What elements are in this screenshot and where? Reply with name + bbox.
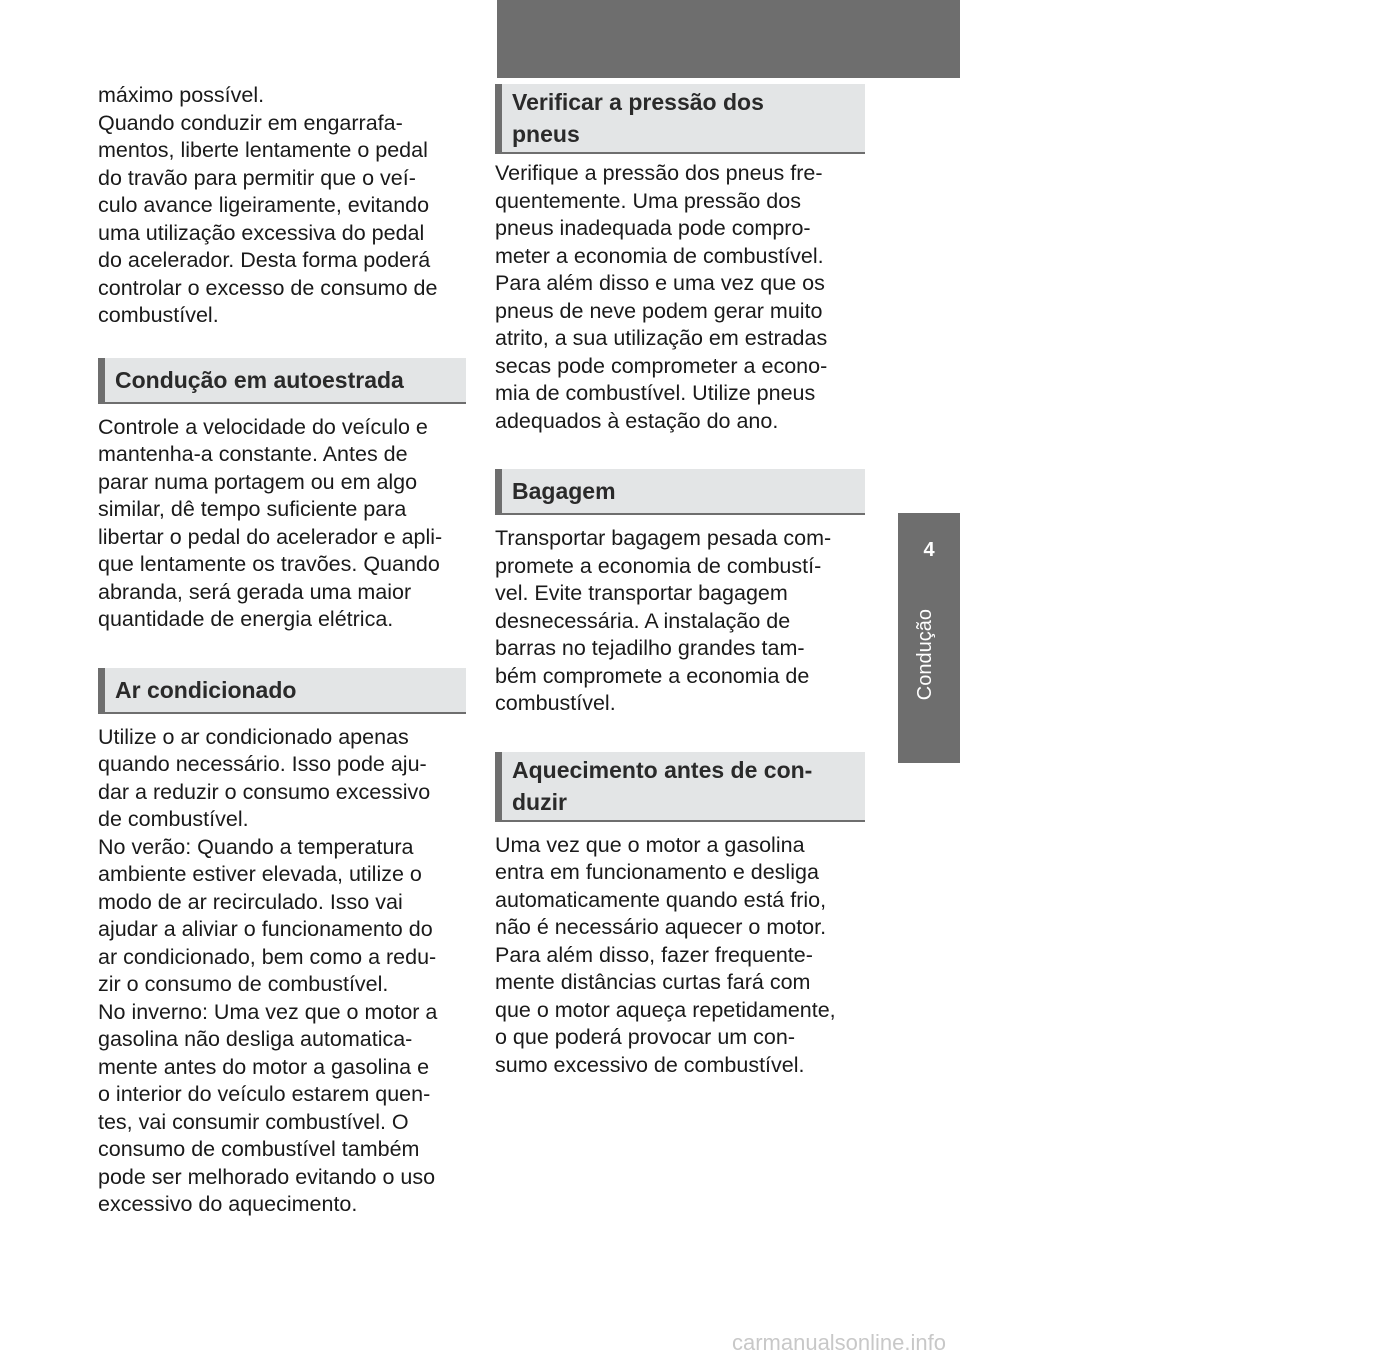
heading-ar-condicionado: Ar condicionado xyxy=(98,668,466,714)
paragraph-aquecimento: Uma vez que o motor a gasolina entra em funcionamento e desliga automaticamente quando está frio, não é necessário aquecer o motor. Para além disso, fazer frequente- mente distâncias curtas fará com que o motor aqueça repetidamente, o que poderá provocar um con- sumo excessivo de combustível. xyxy=(495,832,836,1077)
paragraph-bagagem: Transportar bagagem pesada com- promete a economia de combustí- vel. Evite transportar bagagem desnecessária. A instalação de barras no tejadilho grandes tam- bém compromete a economia de combustível. xyxy=(495,526,832,715)
header-band xyxy=(497,0,1387,113)
intro-paragraph: máximo possível. Quando conduzir em engarrafa- mentos, liberte lentamente o pedal do travão para permitir que o veí- culo avance ligeiramente, evitando uma utilização excessiva do pedal do acelerador. Desta forma poderá controlar o excesso de consumo de combustível. xyxy=(98,83,438,327)
heading-aquecimento: Aquecimento antes de con- duzir xyxy=(495,752,865,822)
page-number: 433 xyxy=(1330,18,1387,56)
right-column xyxy=(495,84,865,1079)
paragraph-pressao-pneus: Verifique a pressão dos pneus fre- quentemente. Uma pressão dos pneus inadequada pode compro- meter a economia de combustível. Para além disso e uma vez que os pneus de neve podem gerar muito atrito, a sua utilização em estradas secas pode comprometer a econo- mia de combustível. Utilize pneus adequados à estação do ano. xyxy=(495,161,828,433)
section-title: 4-6. Sugestões de condução xyxy=(1009,26,1106,113)
heading-autoestrada: Condução em autoestrada xyxy=(98,358,466,404)
chapter-tab xyxy=(898,513,960,763)
paragraph-autoestrada: Controle a velocidade do veículo e mantenha-a constante. Antes de parar numa portagem ou em algo similar, dê tempo suficiente para libertar o pedal do acelerador e apli- que lentamente os travões. Quando abranda, será gerada uma maior quantidade de energia elétrica. xyxy=(98,414,443,631)
chapter-number: 4 xyxy=(923,539,935,561)
left-column xyxy=(98,78,466,1219)
watermark: carmanualsonline.info xyxy=(731,1330,946,1355)
heading-bagagem: Bagagem xyxy=(495,469,865,515)
paragraph-ar-condicionado: Utilize o ar condicionado apenas quando necessário. Isso pode aju- dar a reduzir o consumo excessivo de combustível. No verão: Quando a temperatura ambiente estiver elevada, utilize o modo de ar recirculado. Isso vai ajudar a aliviar o funcionamento do ar condicionado, bem como a redu- zir o consumo de combustível. No inverno: Uma vez que o motor a gasolina não desliga automatica- mente antes do motor a gasolina e o interior do veículo estarem quen- tes, vai consumir combustível. O consumo de combustível também pode ser melhorado evitando o uso excessivo do aquecimento. xyxy=(98,724,438,1216)
chapter-label: Condução xyxy=(914,609,936,701)
heading-pressao-pneus: Verificar a pressão dos pneus xyxy=(495,84,865,154)
